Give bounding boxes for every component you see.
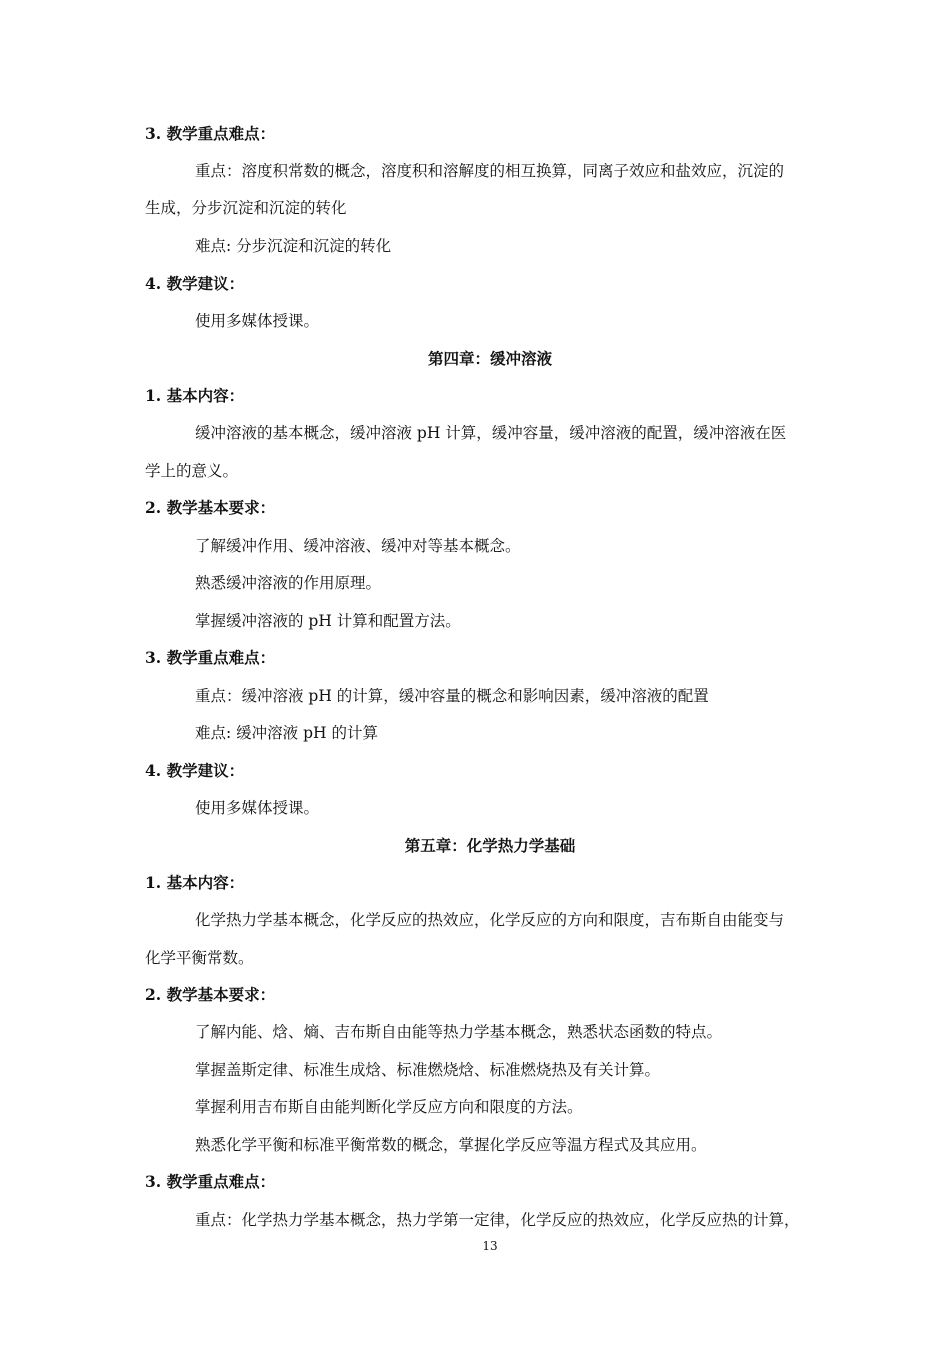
paragraph-line: 使用多媒体授课。: [195, 799, 320, 817]
paragraph-line: 重点：缓冲溶液 pH 的计算，缓冲容量的概念和影响因素，缓冲溶液的配置: [195, 687, 709, 705]
page-number: 13: [482, 1239, 498, 1253]
paragraph-line: 重点：化学热力学基本概念，热力学第一定律，化学反应的热效应，化学反应热的计算，: [195, 1211, 800, 1229]
section-heading: 2. 教学基本要求：: [145, 985, 276, 1004]
paragraph-line: 掌握利用吉布斯自由能判断化学反应方向和限度的方法。: [195, 1098, 583, 1116]
paragraph-line: 了解缓冲作用、缓冲溶液、缓冲对等基本概念。: [195, 537, 521, 555]
paragraph-line: 掌握缓冲溶液的 pH 计算和配置方法。: [195, 612, 461, 630]
paragraph-line: 化学平衡常数。: [145, 949, 254, 967]
paragraph-line: 掌握盖斯定律、标准生成焓、标准燃烧焓、标准燃烧热及有关计算。: [195, 1061, 661, 1079]
paragraph-line: 熟悉化学平衡和标准平衡常数的概念，掌握化学反应等温方程式及其应用。: [195, 1136, 707, 1154]
paragraph-line: 了解内能、焓、熵、吉布斯自由能等热力学基本概念，熟悉状态函数的特点。: [195, 1023, 723, 1041]
section-heading: 3. 教学重点难点：: [145, 1172, 276, 1191]
paragraph-line: 化学热力学基本概念，化学反应的热效应，化学反应的方向和限度，吉布斯自由能变与: [195, 911, 785, 929]
section-heading: 1. 基本内容：: [145, 873, 245, 892]
paragraph-line: 使用多媒体授课。: [195, 312, 320, 330]
section-heading: 3. 教学重点难点：: [145, 124, 276, 143]
chapter-title: 第四章：缓冲溶液: [427, 349, 552, 368]
paragraph-line: 熟悉缓冲溶液的作用原理。: [195, 574, 382, 592]
section-heading: 3. 教学重点难点：: [145, 648, 276, 667]
paragraph-line: 学上的意义。: [145, 462, 239, 480]
section-heading: 2. 教学基本要求：: [145, 498, 276, 517]
paragraph-line: 生成，分步沉淀和沉淀的转化: [145, 199, 347, 217]
paragraph-line: 难点: 分步沉淀和沉淀的转化: [195, 237, 392, 255]
section-heading: 4. 教学建议：: [145, 274, 245, 293]
paragraph-line: 难点: 缓冲溶液 pH 的计算: [195, 724, 378, 742]
chapter-title: 第五章：化学热力学基础: [404, 836, 576, 855]
paragraph-line: 缓冲溶液的基本概念，缓冲溶液 pH 计算，缓冲容量，缓冲溶液的配置，缓冲溶液在医: [195, 424, 787, 442]
section-heading: 1. 基本内容：: [145, 386, 245, 405]
section-heading: 4. 教学建议：: [145, 761, 245, 780]
paragraph-line: 重点：溶度积常数的概念，溶度积和溶解度的相互换算，同离子效应和盐效应，沉淀的: [195, 162, 785, 180]
